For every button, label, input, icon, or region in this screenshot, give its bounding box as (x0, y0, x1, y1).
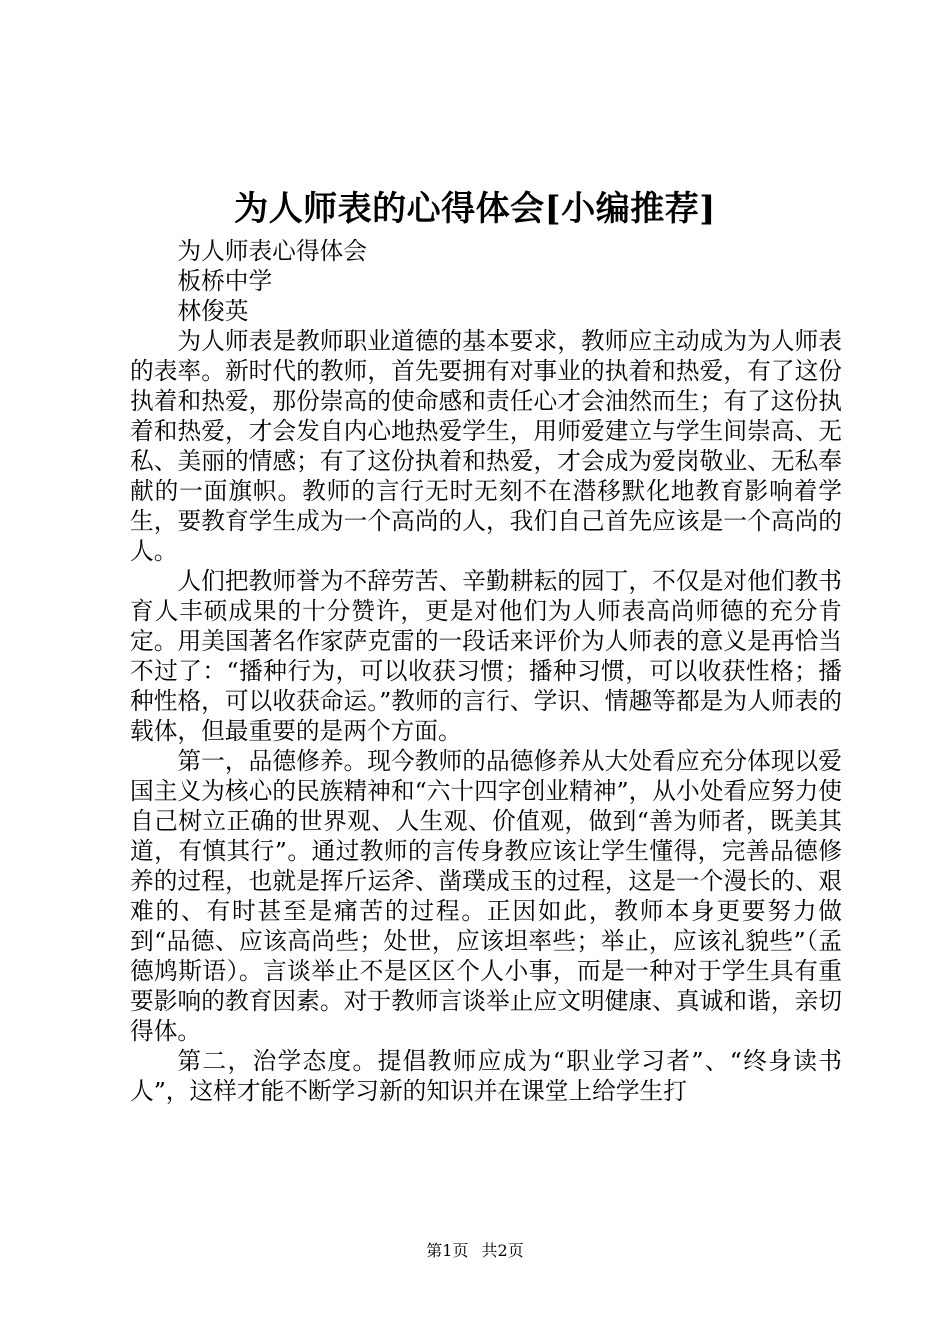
body-paragraph: 第二，治学态度。提倡教师应成为“职业学习者”、“终身读书人”，这样才能不断学习新的知识并在课堂上给学生打 (130, 1047, 842, 1105)
body-paragraph: 人们把教师誉为不辞劳苦、辛勤耕耘的园丁，不仅是对他们教书育人丰硕成果的十分赞许，更是对他们为人师表高尚师德的充分肯定。用美国著名作家萨克雷的一段话来评价为人师表的意义是再恰当不过了：“播种行为，可以收获习惯；播种习惯，可以收获性格；播种性格，可以收获命运。”教师的言行、学识、情趣等都是为人师表的载体，但最重要的是两个方面。 (130, 567, 842, 745)
author-paragraph: 林俊英 (177, 297, 249, 325)
document-title: 为人师表的心得体会[小编推荐] (234, 189, 716, 229)
page-number: 第1页 (426, 1241, 469, 1260)
page-footer (0, 1240, 950, 1262)
subtitle-paragraph: 为人师表心得体会 (177, 237, 367, 265)
body-paragraph: 第一，品德修养。现今教师的品德修养从大处看应充分体现以爱国主义为核心的民族精神和“六十四字创业精神”，从小处看应努力使自己树立正确的世界观、人生观、价值观，做到“善为师者，既美其道，有慎其行”。通过教师的言传身教应该让学生懂得，完善品德修养的过程，也就是挥斤运斧、凿璞成玉的过程，这是一个漫长的、艰难的、有时甚至是痛苦的过程。正因如此，教师本身更要努力做到“品德、应该高尚些；处世，应该坦率些；举止，应该礼貌些”（孟德鸠斯语）。言谈举止不是区区个人小事，而是一种对于学生具有重要影响的教育因素。对于教师言谈举止应文明健康、真诚和谐，亲切得体。 (130, 747, 842, 1045)
page-total: 共2页 (481, 1241, 524, 1260)
school-paragraph: 板桥中学 (177, 267, 273, 295)
body-paragraph: 为人师表是教师职业道德的基本要求，教师应主动成为为人师表的表率。新时代的教师，首先要拥有对事业的执着和热爱，有了这份执着和热爱，那份崇高的使命感和责任心才会油然而生；有了这份执着和热爱，才会发自内心地热爱学生，用师爱建立与学生间崇高、无私、美丽的情感；有了这份执着和热爱，才会成为爱岗敬业、无私奉献的一面旗帜。教师的言行无时无刻不在潜移默化地教育影响着学生，要教育学生成为一个高尚的人，我们自己首先应该是一个高尚的人。 (130, 327, 842, 565)
document-body (130, 236, 842, 1106)
